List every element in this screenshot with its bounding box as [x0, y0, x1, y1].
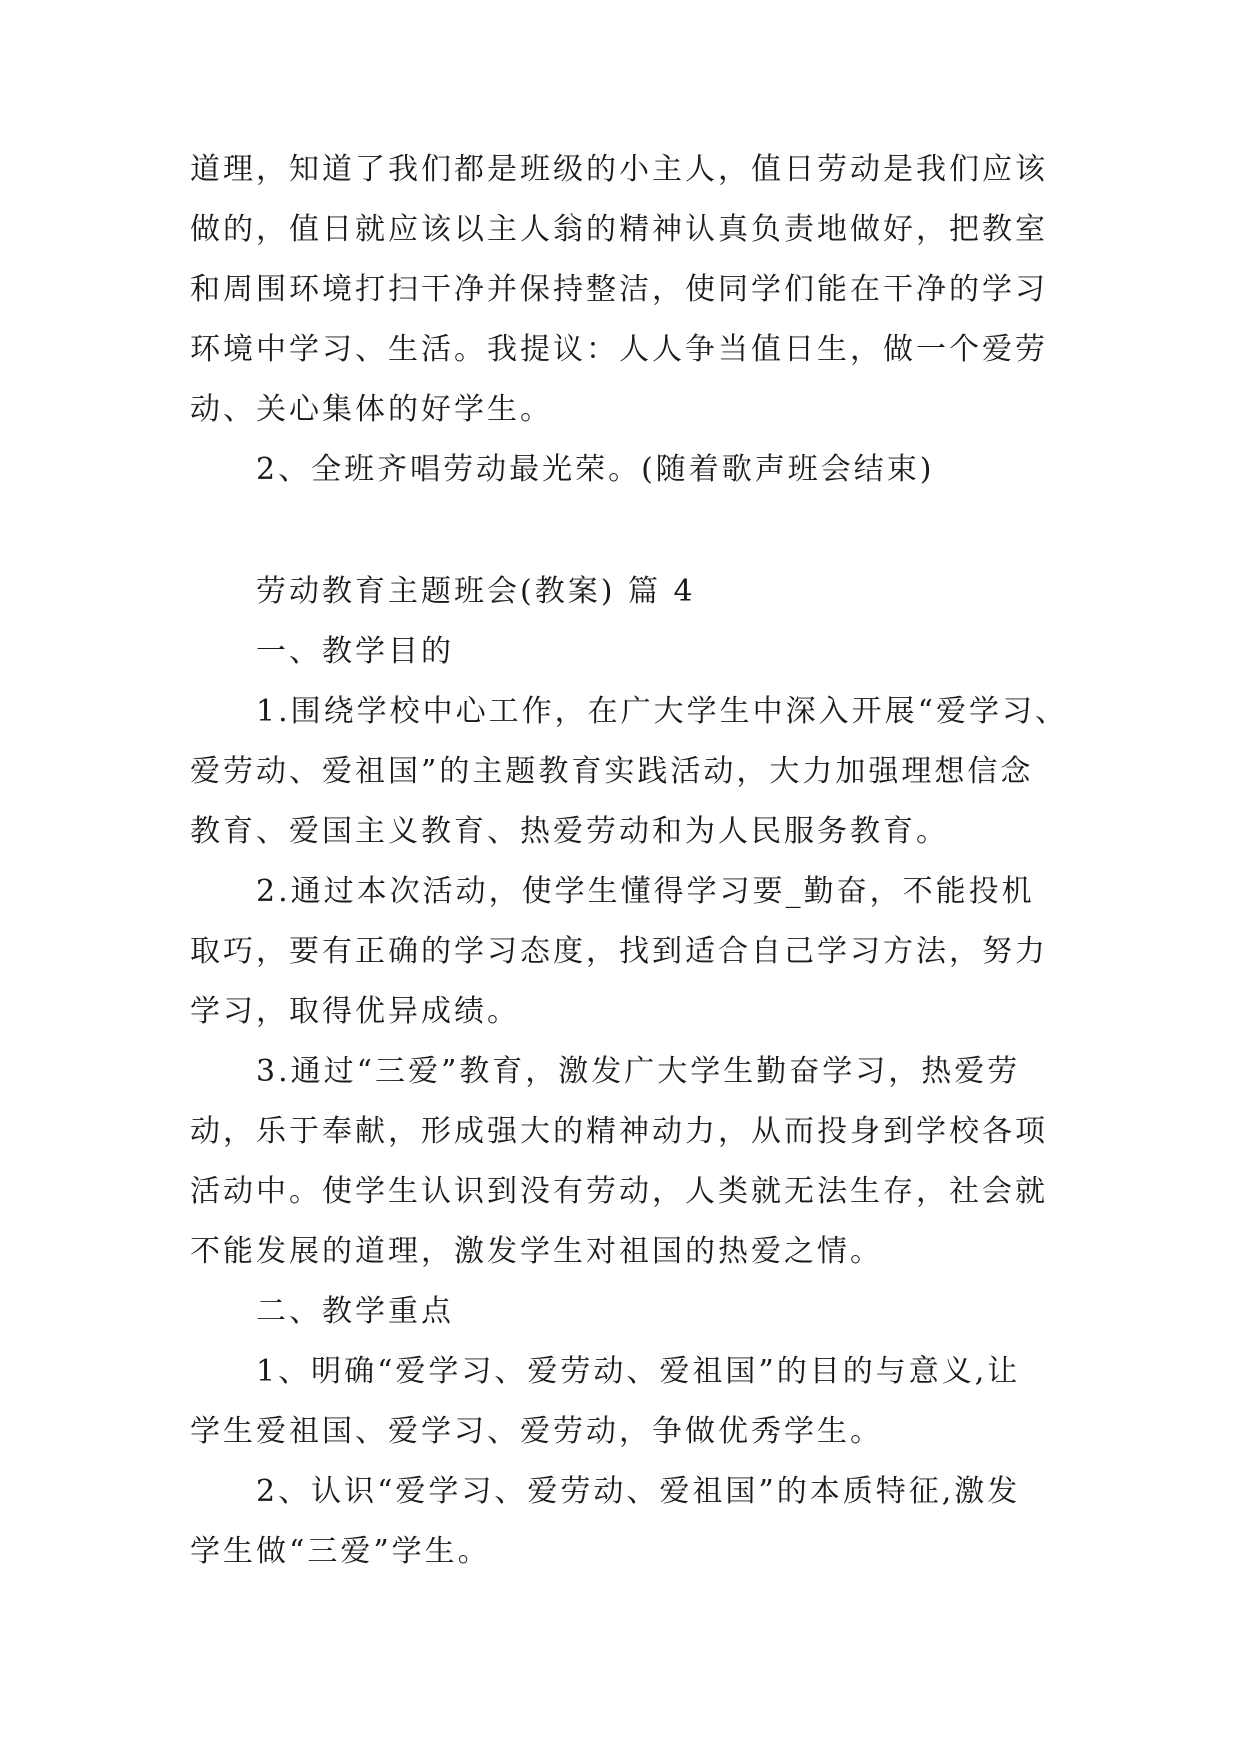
objective-2-line: 取巧，要有正确的学习态度，找到适合自己学习方法，努力 — [190, 934, 1048, 969]
keypoint-2-line: 2、认识“爱学习、爱劳动、爱祖国”的本质特征,激发 — [256, 1474, 1021, 1509]
objective-1-line: 教育、爱国主义教育、热爱劳动和为人民服务教育。 — [190, 814, 949, 849]
paragraph-line: 道理，知道了我们都是班级的小主人，值日劳动是我们应该 — [190, 152, 1048, 187]
keypoint-2-line: 学生做“三爱”学生。 — [190, 1534, 491, 1569]
previous-section-paragraph — [190, 140, 1050, 500]
paragraph-line: 和周围环境打扫干净并保持整洁，使同学们能在干净的学习 — [190, 272, 1048, 307]
keypoint-1-line: 学生爱祖国、爱学习、爱劳动，争做优秀学生。 — [190, 1414, 883, 1449]
section-title: 劳动教育主题班会(教案) 篇 4 — [256, 574, 696, 609]
objective-3-line: 动，乐于奉献，形成强大的精神动力，从而投身到学校各项 — [190, 1114, 1048, 1149]
objective-3-line: 3.通过“三爱”教育，激发广大学生勤奋学习，热爱劳 — [256, 1054, 1021, 1089]
objective-3-line: 不能发展的道理，激发学生对祖国的热爱之情。 — [190, 1234, 883, 1269]
objective-3-line: 活动中。使学生认识到没有劳动，人类就无法生存，社会就 — [190, 1174, 1048, 1209]
objective-1-line: 1.围绕学校中心工作，在广大学生中深入开展“爱学习、 — [256, 694, 1068, 729]
paragraph-line: 环境中学习、生活。我提议：人人争当值日生，做一个爱劳 — [190, 332, 1048, 367]
paragraph-line: 做的，值日就应该以主人翁的精神认真负责地做好，把教室 — [190, 212, 1048, 247]
paragraph-line: 动、关心集体的好学生。 — [190, 392, 553, 427]
objective-1-line: 爱劳动、爱祖国”的主题教育实践活动，大力加强理想信念 — [190, 754, 1034, 789]
objective-2-line: 2.通过本次活动，使学生懂得学习要_勤奋，不能投机 — [256, 874, 1035, 909]
keypoint-1-line: 1、明确“爱学习、爱劳动、爱祖国”的目的与意义,让 — [256, 1354, 1021, 1389]
objective-2-line: 学习，取得优异成绩。 — [190, 994, 520, 1029]
heading-keypoints: 二、教学重点 — [256, 1294, 454, 1329]
heading-objectives: 一、教学目的 — [256, 634, 454, 669]
section-4 — [190, 562, 1068, 1582]
closing-item: 2、全班齐唱劳动最光荣。(随着歌声班会结束) — [256, 452, 935, 487]
